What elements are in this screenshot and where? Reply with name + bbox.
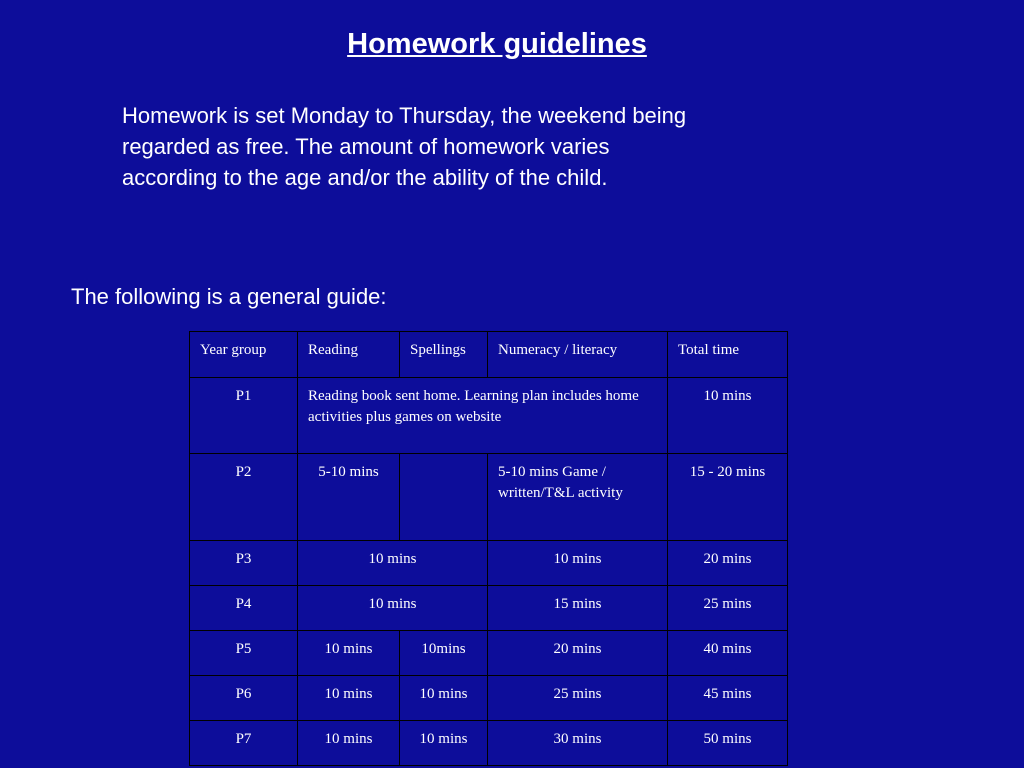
total-time-cell: 45 mins xyxy=(668,676,788,721)
total-time-cell: 20 mins xyxy=(668,541,788,586)
spellings-cell xyxy=(400,454,488,541)
reading-cell: 10 mins xyxy=(298,631,400,676)
year-group-cell: P2 xyxy=(190,454,298,541)
homework-table xyxy=(189,331,788,766)
spellings-cell: 10mins xyxy=(400,631,488,676)
header-year-group: Year group xyxy=(190,332,298,378)
numeracy-literacy-cell: 20 mins xyxy=(488,631,668,676)
table-row xyxy=(190,378,788,454)
numeracy-literacy-cell: 25 mins xyxy=(488,676,668,721)
reading-cell: 10 mins xyxy=(298,721,400,766)
total-time-cell: 50 mins xyxy=(668,721,788,766)
reading-cell: 10 mins xyxy=(298,676,400,721)
header-reading: Reading xyxy=(298,332,400,378)
table-row xyxy=(190,454,788,541)
table-row xyxy=(190,631,788,676)
reading-spellings-cell: 10 mins xyxy=(298,586,488,631)
year-group-cell: P3 xyxy=(190,541,298,586)
header-total-time: Total time xyxy=(668,332,788,378)
intro-paragraph: Homework is set Monday to Thursday, the weekend being regarded as free. The amount of homework varies according to the age and/or the ability of the child. xyxy=(122,103,687,190)
year-group-cell: P7 xyxy=(190,721,298,766)
reading-cell: 5-10 mins xyxy=(298,454,400,541)
table-row xyxy=(190,586,788,631)
total-time-cell: 10 mins xyxy=(668,378,788,454)
numeracy-literacy-cell: 5-10 mins Game / written/T&L activity xyxy=(488,454,668,541)
total-time-cell: 15 - 20 mins xyxy=(668,454,788,541)
table-row xyxy=(190,721,788,766)
header-numeracy-literacy: Numeracy / literacy xyxy=(488,332,668,378)
header-spellings: Spellings xyxy=(400,332,488,378)
table-row xyxy=(190,541,788,586)
numeracy-literacy-cell: 10 mins xyxy=(488,541,668,586)
table-header-row xyxy=(190,332,788,378)
spellings-cell: 10 mins xyxy=(400,721,488,766)
numeracy-literacy-cell: 30 mins xyxy=(488,721,668,766)
guide-label: The following is a general guide: xyxy=(71,284,387,309)
total-time-cell: 25 mins xyxy=(668,586,788,631)
spellings-cell: 10 mins xyxy=(400,676,488,721)
numeracy-literacy-cell: 15 mins xyxy=(488,586,668,631)
year-group-cell: P6 xyxy=(190,676,298,721)
reading-spellings-cell: 10 mins xyxy=(298,541,488,586)
page-title: Homework guidelines xyxy=(347,28,647,60)
combined-activity-cell: Reading book sent home. Learning plan includes home activities plus games on website xyxy=(298,378,668,454)
total-time-cell: 40 mins xyxy=(668,631,788,676)
year-group-cell: P4 xyxy=(190,586,298,631)
year-group-cell: P1 xyxy=(190,378,298,454)
table-row xyxy=(190,676,788,721)
year-group-cell: P5 xyxy=(190,631,298,676)
